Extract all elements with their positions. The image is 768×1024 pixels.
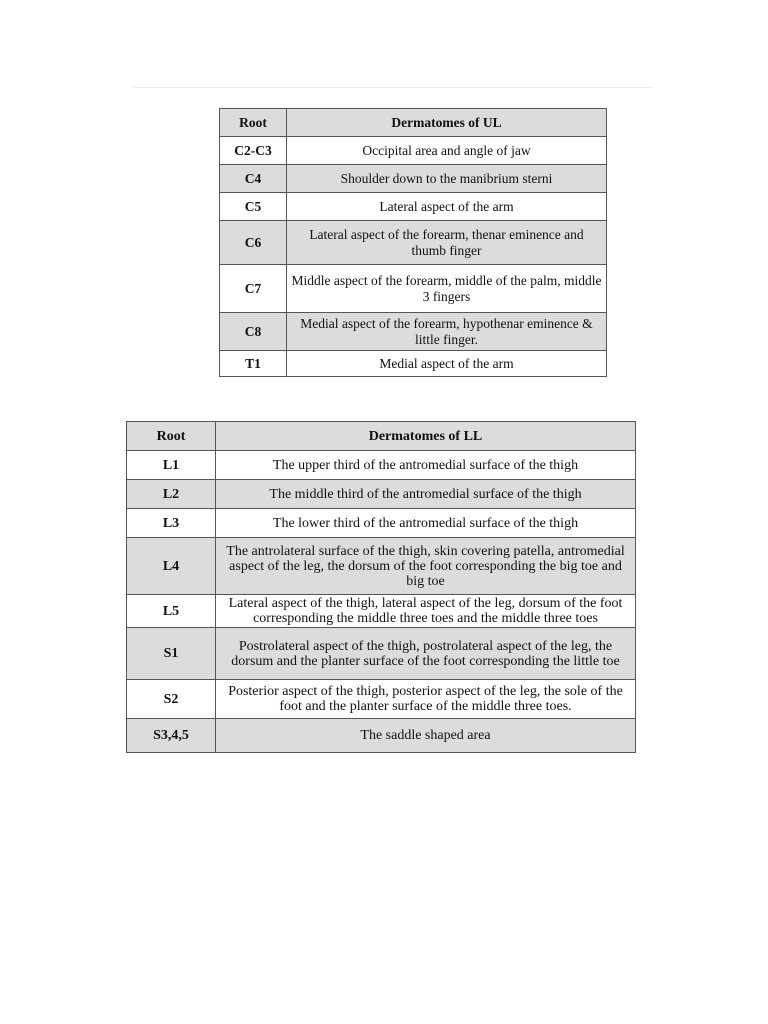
root-cell: S3,4,5 [127,719,216,753]
table-row [127,480,636,509]
table-row [127,628,636,680]
root-cell: C8 [220,313,287,351]
table-header-row [127,422,636,451]
dermatome-cell: The saddle shaped area [216,719,636,753]
upper-limb-dermatomes-table [219,108,607,377]
dermatomes-column-header: Dermatomes of UL [287,109,607,137]
root-cell: L2 [127,480,216,509]
root-cell: C7 [220,265,287,313]
dermatome-cell: Medial aspect of the forearm, hypothenar eminence & little finger. [287,313,607,351]
table-row [127,595,636,628]
dermatome-cell: Postrolateral aspect of the thigh, postrolateral aspect of the leg, the dorsum and the planter surface of the foot corresponding the little toe [216,628,636,680]
dermatome-cell: Lateral aspect of the arm [287,193,607,221]
root-cell: T1 [220,351,287,377]
lower-limb-dermatomes-table [126,421,636,753]
top-divider [134,87,652,88]
dermatome-cell: The lower third of the antromedial surface of the thigh [216,509,636,538]
dermatome-cell: Occipital area and angle of jaw [287,137,607,165]
root-cell: C6 [220,221,287,265]
root-cell: S2 [127,680,216,719]
table-row [220,193,607,221]
table-row [220,265,607,313]
table-row [127,719,636,753]
dermatome-cell: Shoulder down to the manibrium sterni [287,165,607,193]
root-cell: C2-C3 [220,137,287,165]
root-cell: L3 [127,509,216,538]
dermatomes-column-header: Dermatomes of LL [216,422,636,451]
table-row [127,538,636,595]
dermatome-cell: Medial aspect of the arm [287,351,607,377]
table-row [127,680,636,719]
dermatome-cell: The middle third of the antromedial surface of the thigh [216,480,636,509]
dermatome-cell: Posterior aspect of the thigh, posterior aspect of the leg, the sole of the foot and the planter surface of the middle three toes. [216,680,636,719]
root-cell: L4 [127,538,216,595]
root-cell: S1 [127,628,216,680]
table-row [127,451,636,480]
dermatome-cell: The upper third of the antromedial surface of the thigh [216,451,636,480]
dermatome-cell: The antrolateral surface of the thigh, skin covering patella, antromedial aspect of the leg, the dorsum of the foot corresponding the big toe and big toe [216,538,636,595]
table-header-row [220,109,607,137]
table-row [220,221,607,265]
table-row [220,165,607,193]
root-cell: L1 [127,451,216,480]
table-row [220,137,607,165]
root-cell: L5 [127,595,216,628]
dermatome-cell: Middle aspect of the forearm, middle of the palm, middle 3 fingers [287,265,607,313]
dermatome-cell: Lateral aspect of the thigh, lateral aspect of the leg, dorsum of the foot corresponding the middle three toes and the middle three toes [216,595,636,628]
root-column-header: Root [220,109,287,137]
dermatome-cell: Lateral aspect of the forearm, thenar eminence and thumb finger [287,221,607,265]
table-row [220,351,607,377]
table-row [127,509,636,538]
table-row [220,313,607,351]
root-cell: C4 [220,165,287,193]
root-column-header: Root [127,422,216,451]
root-cell: C5 [220,193,287,221]
